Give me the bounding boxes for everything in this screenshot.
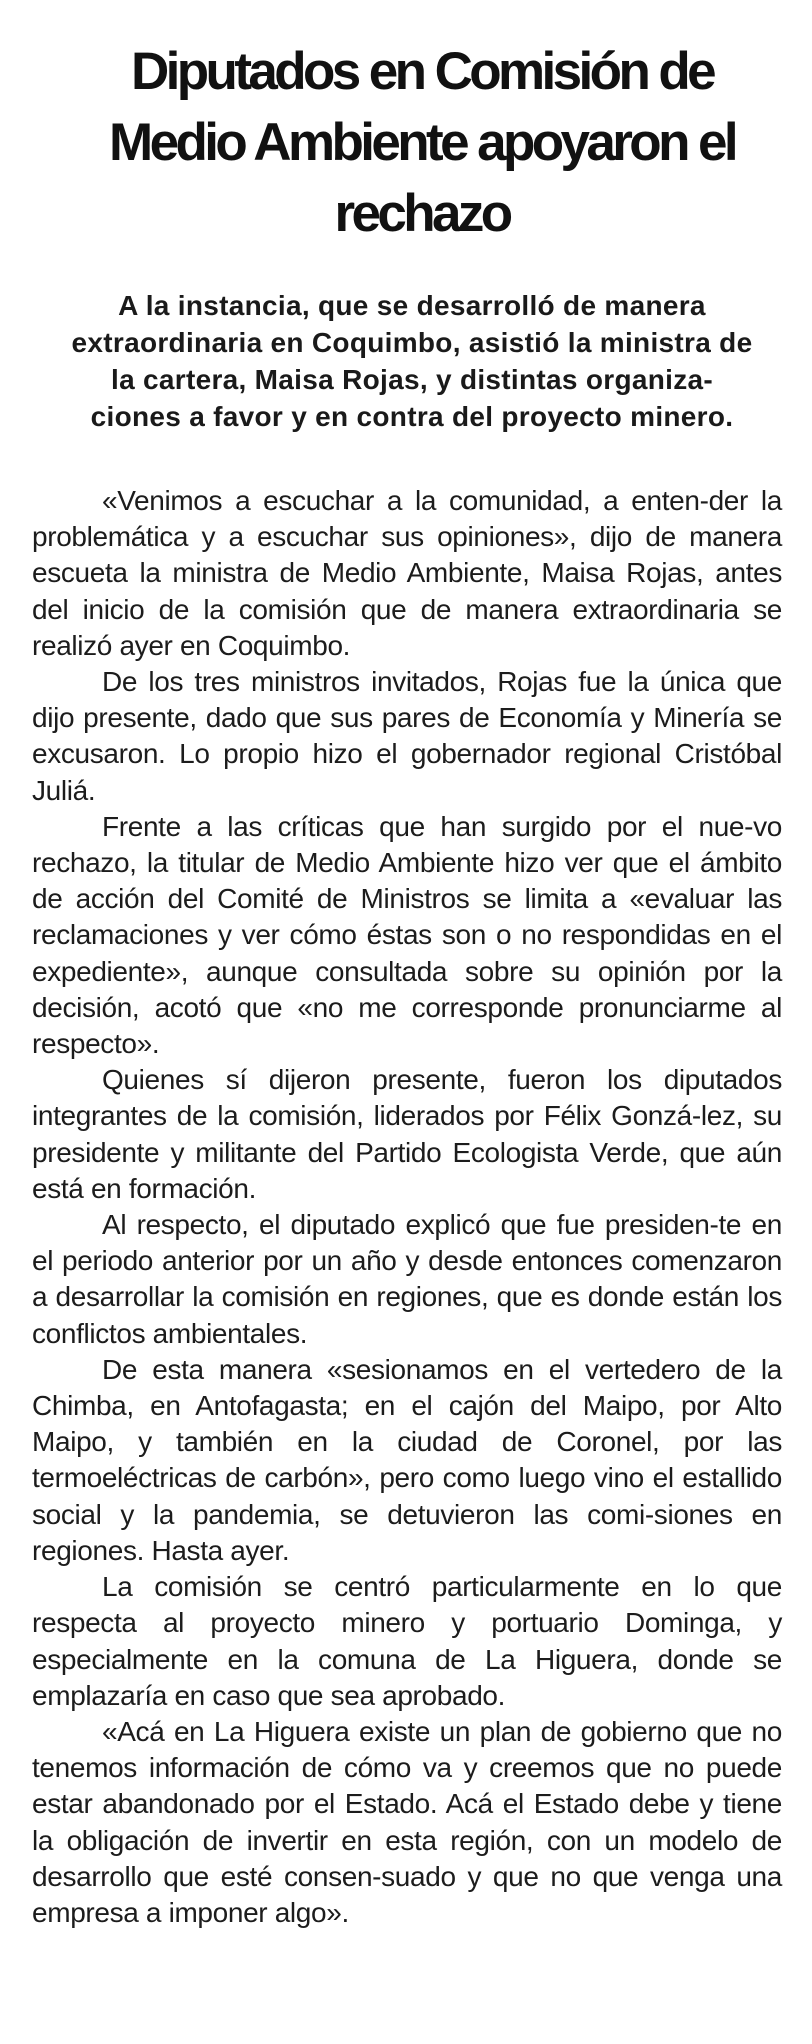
article-body [30,483,782,1931]
article-paragraph: La comisión se centró particularmente en lo que respecta al proyecto minero y portuario Dominga, y especialmente en la comuna de La Higuera, donde se emplazaría en caso que sea aprobado. [32,1571,782,1711]
article-paragraph: «Venimos a escuchar a la comunidad, a enten-der la problemática y a escuchar sus opiniones», dijo de manera escueta la ministra de Medio Ambiente, Maisa Rojas, antes del inicio de la comisión que de manera extraordinaria se realizó ayer en Coquimbo. [32,485,782,661]
article-lead: A la instancia, que se desarrolló de manera extraordinaria en Coquimbo, asistió la ministra de la cartera, Maisa Rojas, y distintas organiza-ciones a favor y en contra del proyecto minero. [71,290,753,432]
article-paragraph: Frente a las críticas que han surgido por el nue-vo rechazo, la titular de Medio Ambiente hizo ver que el ámbito de acción del Comité de Ministros se limita a «evaluar las reclamaciones y ver cómo éstas son o no respondidas en el expediente», aunque consultada sobre su opinión por la decisión, acotó que «no me corresponde pronunciarme al respecto». [32,810,782,1060]
article-paragraph: De los tres ministros invitados, Rojas fue la única que dijo presente, dado que sus pares de Economía y Minería se excusaron. Lo propio hizo el gobernador regional Cristóbal Juliá. [32,666,782,806]
article-paragraph: Al respecto, el diputado explicó que fue presiden-te en el periodo anterior por un año y desde entonces comenzaron a desarrollar la comisión en regiones, que es donde están los conflictos ambientales. [32,1209,782,1349]
article-paragraph: De esta manera «sesionamos en el vertedero de la Chimba, en Antofagasta; en el cajón del Maipo, por Alto Maipo, y también en la ciudad de Coronel, por las termoeléctricas de carbón», pero como luego vino el estallido social y la pandemia, se detuvieron las comi-siones en regiones. Hasta ayer. [32,1353,782,1566]
article-headline: Diputados en Comisión de Medio Ambiente apoyaron el rechazo [109,42,735,243]
article-paragraph: Quienes sí dijeron presente, fueron los diputados integrantes de la comisión, liderados por Félix Gonzá-lez, su presidente y militante del Partido Ecologista Verde, que aún está en formación. [32,1064,782,1204]
article-paragraph: «Acá en La Higuera existe un plan de gobierno que no tenemos información de cómo va y creemos que no puede estar abandonado por el Estado. Acá el Estado debe y tiene la obligación de invertir en esta región, con un modelo de desarrollo que esté consen-suado y que no que venga una empresa a imponer algo». [32,1715,782,1928]
